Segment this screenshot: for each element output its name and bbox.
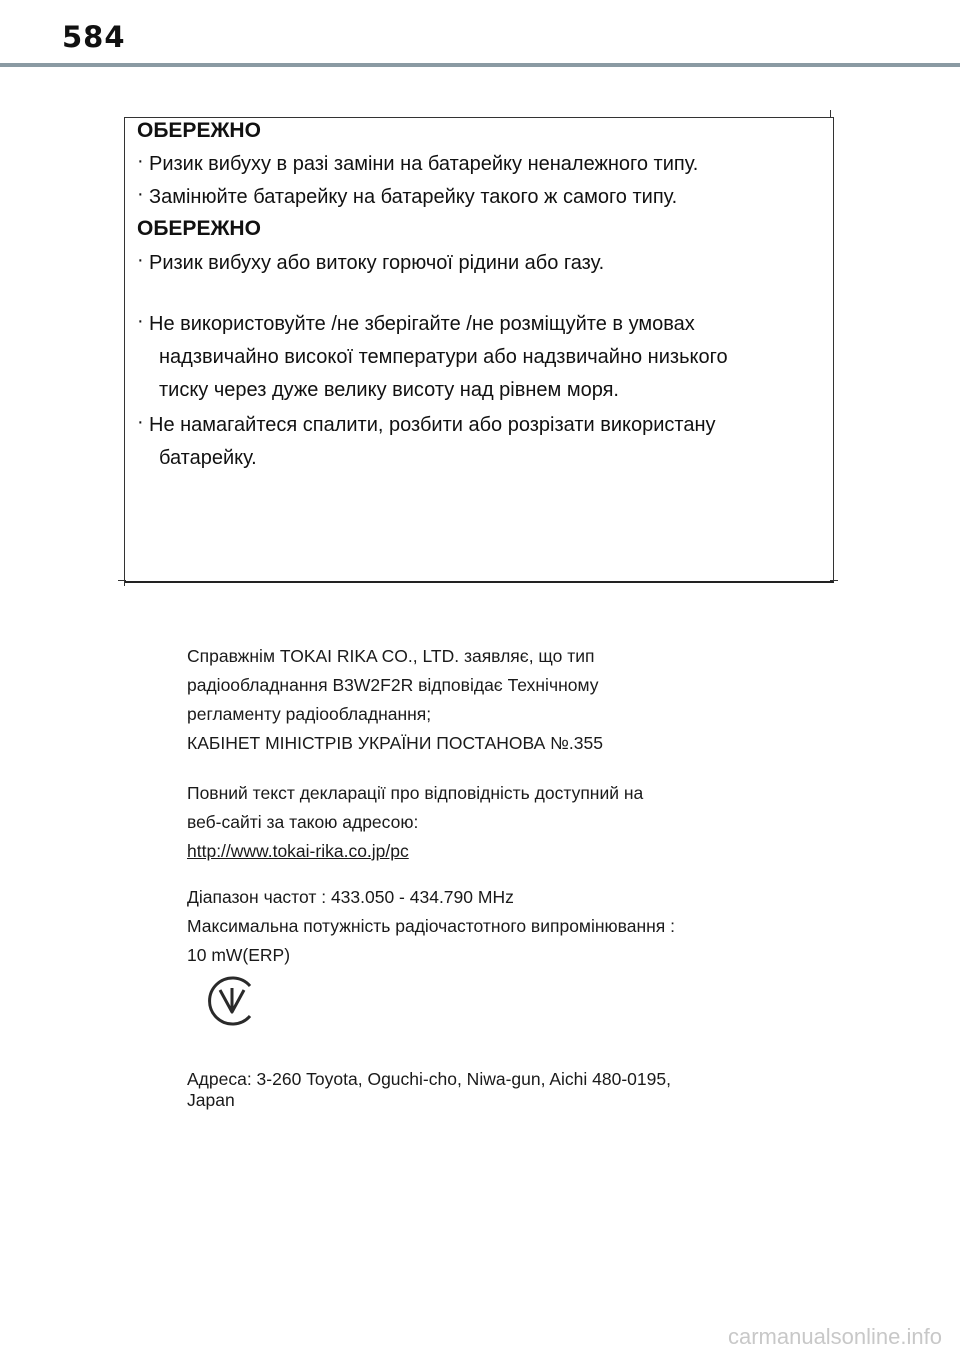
header-divider (0, 63, 960, 67)
warning-item (137, 247, 817, 280)
full-text-notice: веб-сайті за такою адресою: (187, 812, 419, 832)
address-text: Japan (187, 1090, 235, 1110)
declaration-block (187, 642, 757, 758)
full-text-block (187, 779, 757, 866)
warning-item-text: надзвичайно високої температури або надзвичайно низького (159, 346, 728, 368)
warning-item-text: Ризик вибуху в разі заміни на батарейку неналежного типу. (149, 153, 699, 175)
warning-item-text: Ризик вибуху або витоку горючої рідини або газу. (149, 252, 605, 274)
bullet-icon: · (137, 310, 144, 332)
warning-item (137, 409, 817, 475)
address-block (187, 1069, 757, 1111)
warning-item (137, 308, 817, 407)
warning-item-text: Не намагайтеся спалити, розбити або розрізати використану (149, 414, 716, 436)
site-watermark: carmanualsonline.info (727, 1324, 942, 1349)
page-number: 584 (62, 20, 126, 54)
declaration-url-link[interactable]: http://www.tokai-rika.co.jp/pc (187, 841, 409, 861)
warning-item-text: Не використовуйте /не зберігайте /не розміщуйте в умовах (149, 313, 695, 335)
declaration-text: регламенту радіообладнання; (187, 704, 432, 724)
radio-specs-block (187, 883, 757, 970)
caution-heading: ОБЕРЕЖНО (137, 119, 261, 142)
warning-item-text: батарейку. (159, 447, 257, 469)
warning-item (137, 181, 817, 214)
bullet-icon: · (137, 411, 144, 433)
declaration-text: КАБІНЕТ МІНІСТРІВ УКРАЇНИ ПОСТАНОВА №.355 (187, 733, 603, 753)
bullet-icon: · (137, 183, 144, 205)
bullet-icon: · (137, 249, 144, 271)
ukrainian-conformity-mark-icon (203, 972, 261, 1030)
max-power-label: Максимальна потужність радіочастотного випромінювання : (187, 916, 675, 936)
box-corner-mark (124, 580, 125, 586)
warning-content (137, 118, 817, 475)
declaration-text: радіообладнання B3W2F2R відповідає Технічному (187, 675, 599, 695)
declaration-text: Справжнім TOKAI RIKA CO., LTD. заявляє, що тип (187, 646, 595, 666)
warning-item (137, 148, 817, 181)
max-power-value: 10 mW(ERP) (187, 945, 291, 965)
frequency-range-text: Діапазон частот : 433.050 - 434.790 MHz (187, 887, 514, 907)
warning-item-text: тиску через дуже велику висоту над рівнем моря. (159, 379, 619, 401)
box-corner-mark (830, 110, 831, 118)
bullet-icon: · (137, 150, 144, 172)
box-corner-mark (830, 580, 838, 581)
full-text-notice: Повний текст декларації про відповідність доступний на (187, 783, 644, 803)
caution-heading: ОБЕРЕЖНО (137, 217, 261, 240)
address-text: Адреса: 3-260 Toyota, Oguchi-cho, Niwa-gun, Aichi 480-0195, (187, 1069, 671, 1089)
warning-item-text: Замінюйте батарейку на батарейку такого ж самого типу. (149, 186, 678, 208)
